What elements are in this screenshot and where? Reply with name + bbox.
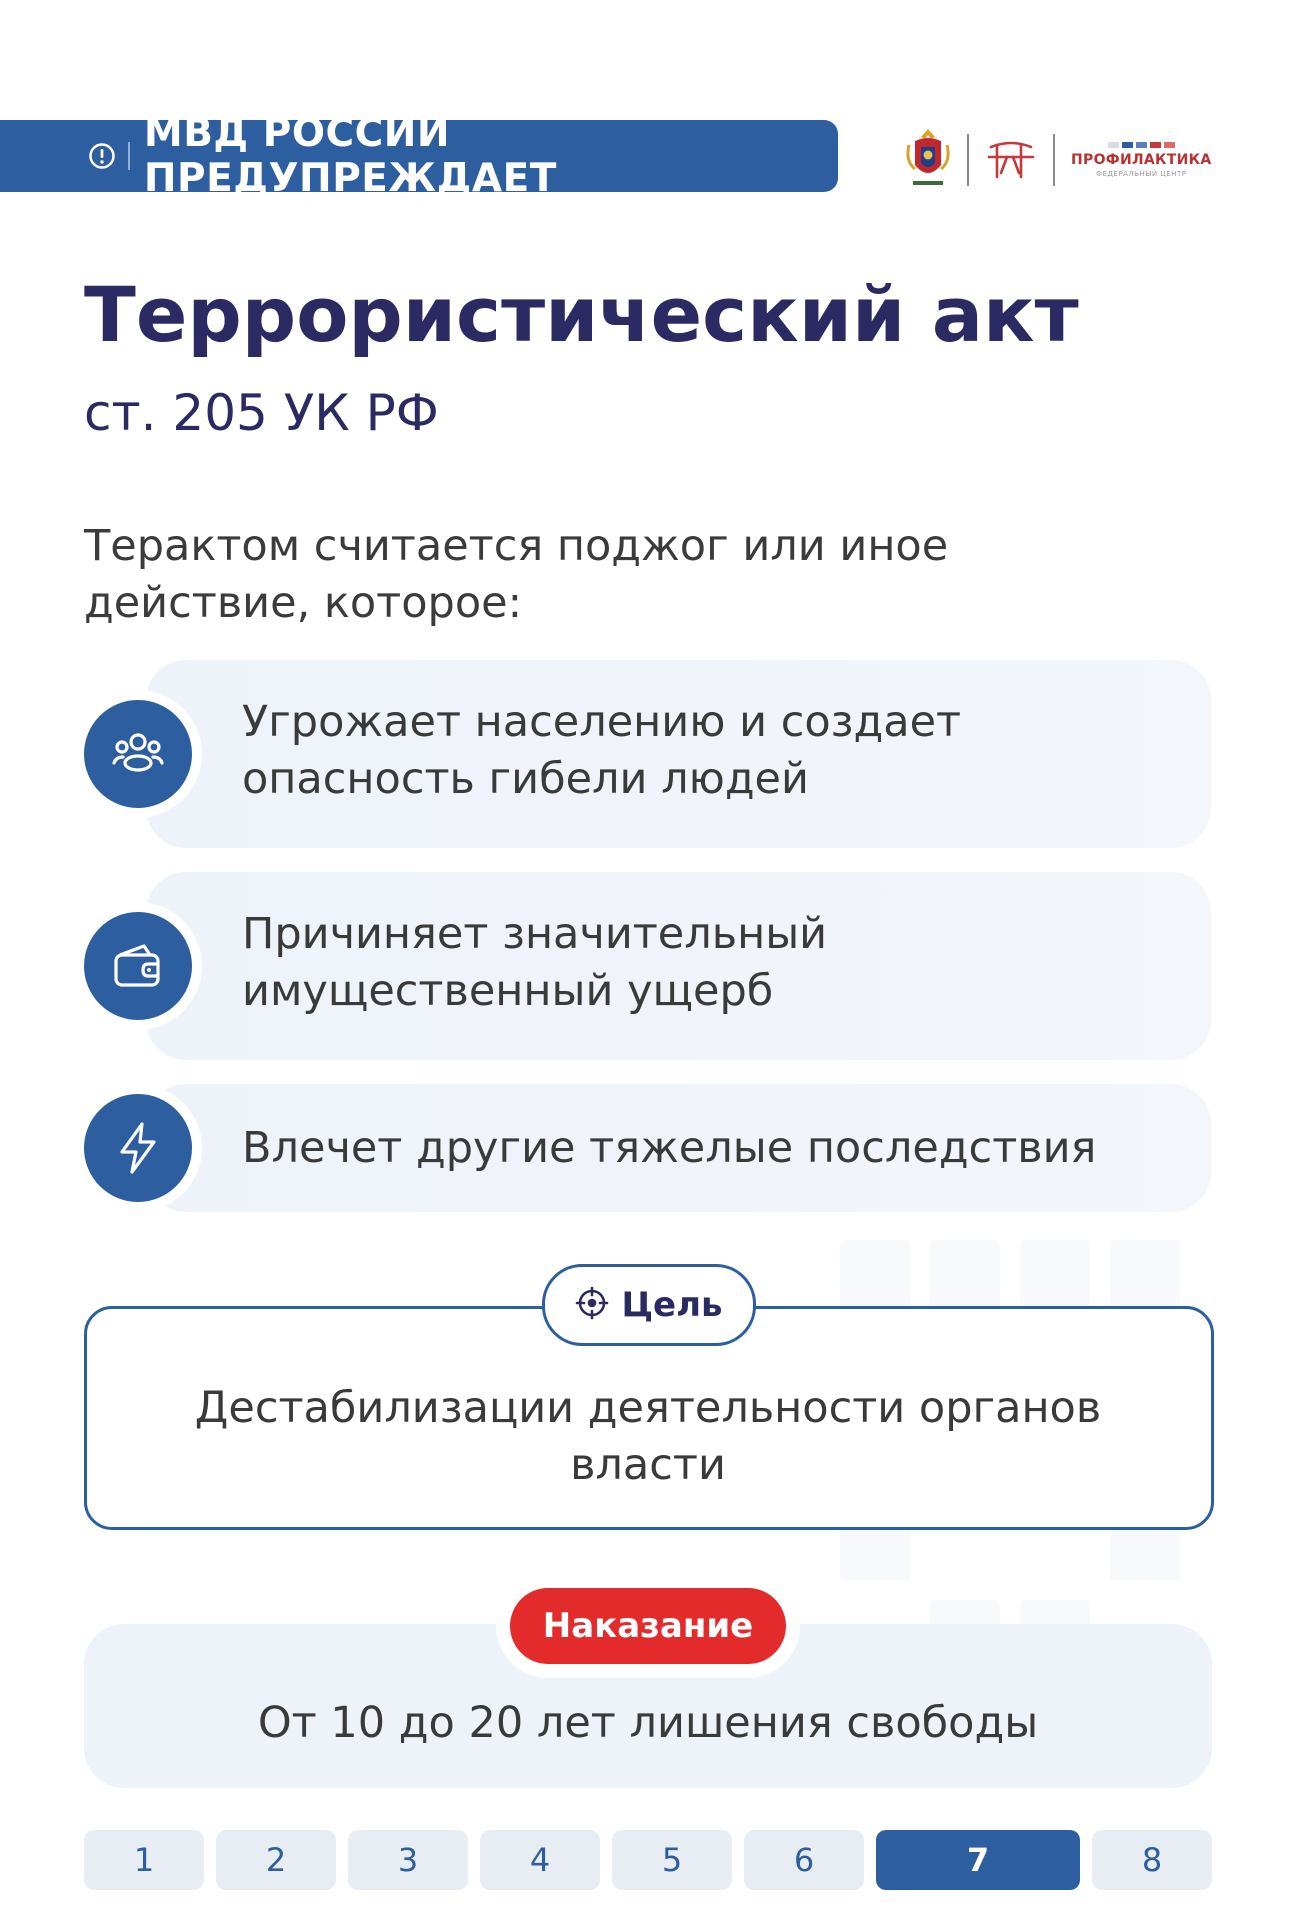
page-indicator-4[interactable]: 4 (480, 1830, 600, 1890)
gate-logo-icon (985, 133, 1037, 187)
page-indicator-1[interactable]: 1 (84, 1830, 204, 1890)
flag-bars-icon (1108, 142, 1175, 148)
criterion-line: Влечет другие тяжелые последствия (242, 1123, 1097, 1173)
profilaktika-logo (1071, 142, 1212, 178)
page-indicator-7-current[interactable]: 7 (876, 1830, 1080, 1890)
punishment-text: От 10 до 20 лет лишения свободы (257, 1698, 1039, 1748)
alert-icon (88, 142, 116, 170)
profilaktika-subtitle: ФЕДЕРАЛЬНЫЙ ЦЕНТР (1096, 170, 1187, 178)
banner-title: МВД РОССИИ ПРЕДУПРЕЖДАЕТ (143, 111, 557, 201)
partner-logos (905, 120, 1212, 200)
wallet-icon (84, 912, 192, 1020)
target-icon (575, 1286, 609, 1324)
punishment-label-pill (510, 1588, 786, 1664)
page-indicator-2[interactable]: 2 (216, 1830, 336, 1890)
intro-text: Терактом считается поджог или иное действие, которое: (84, 521, 949, 628)
lightning-icon (84, 1094, 192, 1202)
page-indicator-6[interactable]: 6 (744, 1830, 864, 1890)
criterion-line: опасность гибели людей (242, 754, 809, 804)
criterion-text (242, 1120, 1096, 1177)
page-title: Террористический акт (84, 270, 1079, 359)
profilaktika-name: ПРОФИЛАКТИКА (1071, 152, 1212, 168)
punishment-label: Наказание (542, 1606, 754, 1646)
goal-text (100, 1380, 1196, 1494)
criterion-line: Причиняет значительный (242, 909, 828, 959)
article-reference: ст. 205 УК РФ (84, 384, 439, 442)
criterion-line: имущественный ущерб (242, 966, 774, 1016)
warning-banner (0, 111, 838, 201)
banner-divider (128, 142, 130, 170)
goal-line: Дестабилизации деятельности органов (194, 1383, 1102, 1433)
criterion-line: Угрожает населению и создает (242, 697, 962, 747)
goal-line: власти (570, 1440, 726, 1490)
logo-divider (1053, 134, 1055, 186)
criterion-text (242, 694, 961, 808)
goal-label: Цель (621, 1285, 723, 1325)
criterion-text (242, 906, 827, 1020)
page-indicator-5[interactable]: 5 (612, 1830, 732, 1890)
mvd-emblem-icon (905, 125, 951, 195)
page-indicator-3[interactable]: 3 (348, 1830, 468, 1890)
goal-label-pill (542, 1264, 756, 1346)
logo-divider (967, 134, 969, 186)
page-indicator-8[interactable]: 8 (1092, 1830, 1212, 1890)
people-icon (84, 700, 192, 808)
